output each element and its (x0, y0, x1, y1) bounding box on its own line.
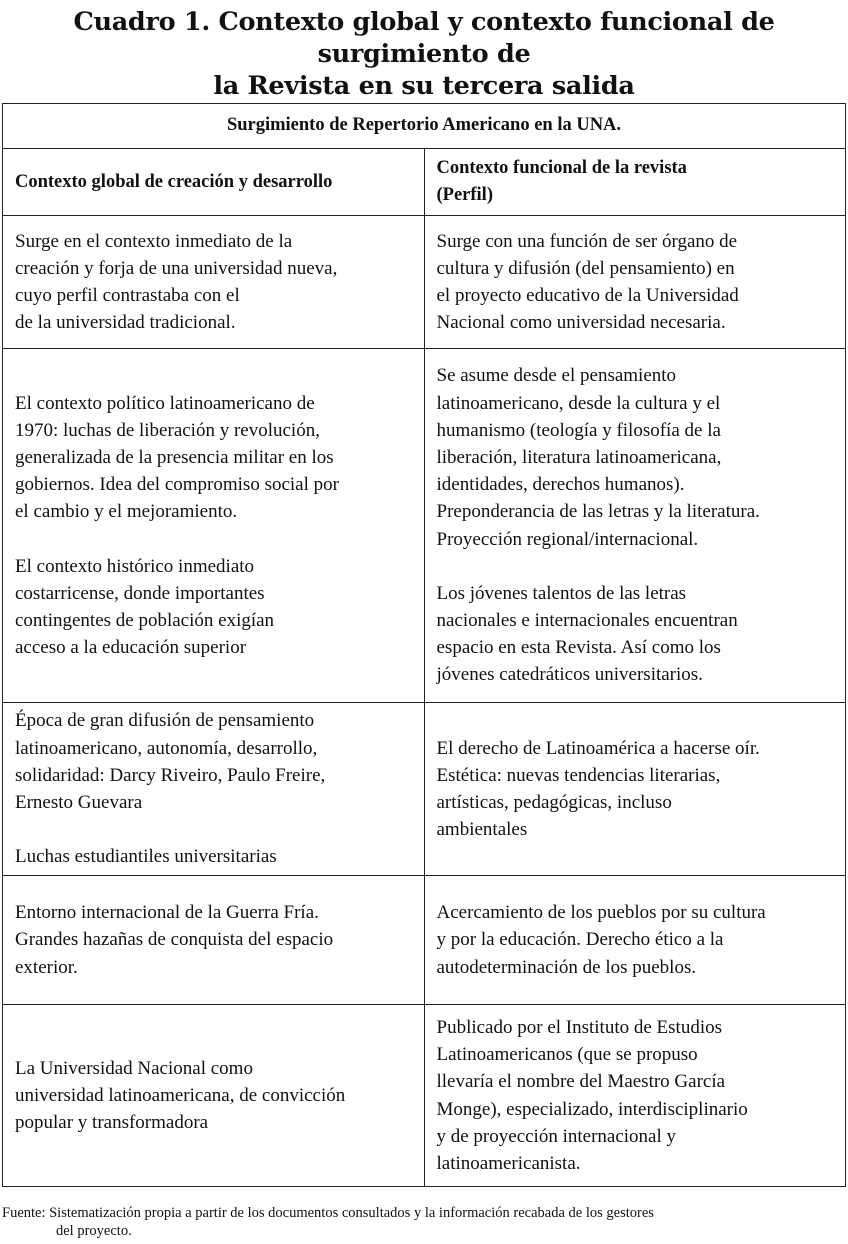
header-global-context (3, 149, 425, 216)
cell-line: Preponderancia de las letras y la literatura. (436, 501, 760, 523)
cell-paragraph (437, 580, 834, 689)
cell-line: cuyo perfil contrastaba con el (15, 285, 240, 306)
cell-paragraph (437, 735, 834, 844)
cell-paragraph (15, 390, 412, 526)
cell-line: Entorno internacional de la Guerra Fría. (15, 902, 319, 924)
global-context-cell (3, 703, 425, 876)
cell-line: Publicado por el Instituto de Estudios (436, 1016, 723, 1038)
cell-paragraph (15, 228, 412, 337)
cell-line: popular y transformadora (15, 1112, 209, 1134)
cell-line: generalizada de la presencia militar en los (15, 446, 334, 468)
cell-line: universidad latinoamericana, de convicción (15, 1084, 346, 1106)
cell-line: jóvenes catedráticos universitarios. (436, 664, 703, 686)
cell-paragraph (437, 228, 834, 337)
cell-line: La Universidad Nacional como (15, 1057, 253, 1079)
functional-context-cell (424, 349, 846, 703)
source-note-line: del proyecto. (56, 1223, 132, 1239)
cell-line: Ernesto Guevara (15, 792, 143, 814)
cell-line: exterior. (15, 956, 78, 978)
cell-line: y por la educación. Derecho ético a la (436, 929, 724, 951)
cell-line: identidades, derechos humanos). (436, 474, 685, 496)
title-line: Cuadro 1. Contexto global y contexto funcional de surgimiento de (73, 7, 775, 69)
cell-line: Los jóvenes talentos de las letras (436, 582, 687, 604)
table-row (3, 216, 846, 349)
cell-line: Acercamiento de los pueblos por su cultura (436, 902, 766, 924)
table-header-row (3, 149, 846, 216)
cell-line: artísticas, pedagógicas, incluso (436, 792, 672, 813)
cell-paragraph (15, 553, 412, 662)
cell-line: creación y forja de una universidad nueva, (15, 257, 338, 279)
cell-line: nacionales e internacionales encuentran (436, 610, 738, 631)
cell-line: El contexto político latinoamericano de (15, 392, 315, 414)
cell-line: costarricense, donde importantes (15, 582, 265, 604)
functional-context-cell (424, 876, 846, 1005)
cell-paragraph (437, 362, 834, 552)
cell-line: el proyecto educativo de la Universidad (436, 285, 739, 306)
table-row (3, 1005, 846, 1187)
source-note-line: Fuente: Sistematización propia a partir de los documentos consultados y la información recabada de los gestores (2, 1205, 654, 1221)
cell-line: Nacional como universidad necesaria. (436, 312, 726, 334)
cell-line: latinoamericano, autonomía, desarrollo, (15, 737, 318, 759)
cell-line: El contexto histórico inmediato (15, 555, 255, 577)
cell-line: ambientales (436, 819, 528, 841)
cell-line: humanismo (teología y filosofía de la (436, 419, 721, 441)
cell-paragraph (437, 1014, 834, 1177)
cell-line: cultura y difusión (del pensamiento) en (436, 257, 735, 279)
cell-paragraph (437, 899, 834, 981)
table-title (0, 6, 848, 102)
cell-paragraph (15, 899, 412, 981)
cell-line: Se asume desde el pensamiento (436, 365, 677, 387)
header-line: (Perfil) (436, 185, 493, 205)
global-context-cell (3, 216, 425, 349)
table-caption: Surgimiento de Repertorio Americano en la UNA. (3, 104, 846, 149)
table-caption-row (3, 104, 846, 149)
cell-line: liberación, literatura latinoamericana, (436, 446, 722, 468)
cell-paragraph (15, 1055, 412, 1137)
cell-line: Luchas estudiantiles universitarias (15, 846, 277, 868)
cell-line: autodeterminación de los pueblos. (436, 956, 697, 978)
cell-line: Monge), especializado, interdisciplinario (436, 1098, 748, 1120)
cell-line: espacio en esta Revista. Así como los (436, 637, 721, 659)
cell-line: y de proyección internacional y (436, 1125, 677, 1147)
table-row (3, 876, 846, 1005)
cell-line: gobiernos. Idea del compromiso social por (15, 474, 339, 496)
header-functional-context (424, 149, 846, 216)
global-context-cell (3, 349, 425, 703)
cell-line: Estética: nuevas tendencias literarias, (436, 764, 721, 786)
table-row (3, 349, 846, 703)
source-note (2, 1204, 654, 1240)
cell-line: contingentes de población exigían (15, 610, 275, 631)
cell-line: Proyección regional/internacional. (436, 528, 699, 550)
title-line: la Revista en su tercera salida (213, 71, 635, 101)
cell-line: latinoamericano, desde la cultura y el (436, 392, 721, 414)
cell-line: acceso a la educación superior (15, 637, 247, 659)
cell-line: latinoamericanista. (436, 1152, 581, 1174)
functional-context-cell (424, 216, 846, 349)
context-table (2, 103, 846, 1187)
cell-line: Grandes hazañas de conquista del espacio (15, 929, 334, 951)
functional-context-cell (424, 703, 846, 876)
cell-line: de la universidad tradicional. (15, 312, 236, 334)
cell-line: llevaría el nombre del Maestro García (436, 1071, 726, 1093)
cell-line: Latinoamericanos (que se propuso (436, 1044, 698, 1066)
global-context-cell (3, 876, 425, 1005)
cell-paragraph (15, 707, 412, 816)
cell-paragraph (15, 843, 412, 870)
header-line: Contexto funcional de la revista (436, 158, 687, 178)
table-row (3, 703, 846, 876)
cell-line: Época de gran difusión de pensamiento (15, 710, 315, 732)
functional-context-cell (424, 1005, 846, 1187)
header-line: Contexto global de creación y desarrollo (15, 171, 333, 192)
cell-line: el cambio y el mejoramiento. (15, 501, 238, 523)
cell-line: solidaridad: Darcy Riveiro, Paulo Freire, (15, 764, 326, 786)
cell-line: 1970: luchas de liberación y revolución, (15, 419, 320, 441)
cell-line: Surge en el contexto inmediato de la (15, 230, 293, 252)
cell-line: Surge con una función de ser órgano de (436, 230, 738, 252)
global-context-cell (3, 1005, 425, 1187)
cell-line: El derecho de Latinoamérica a hacerse oír. (436, 737, 760, 759)
